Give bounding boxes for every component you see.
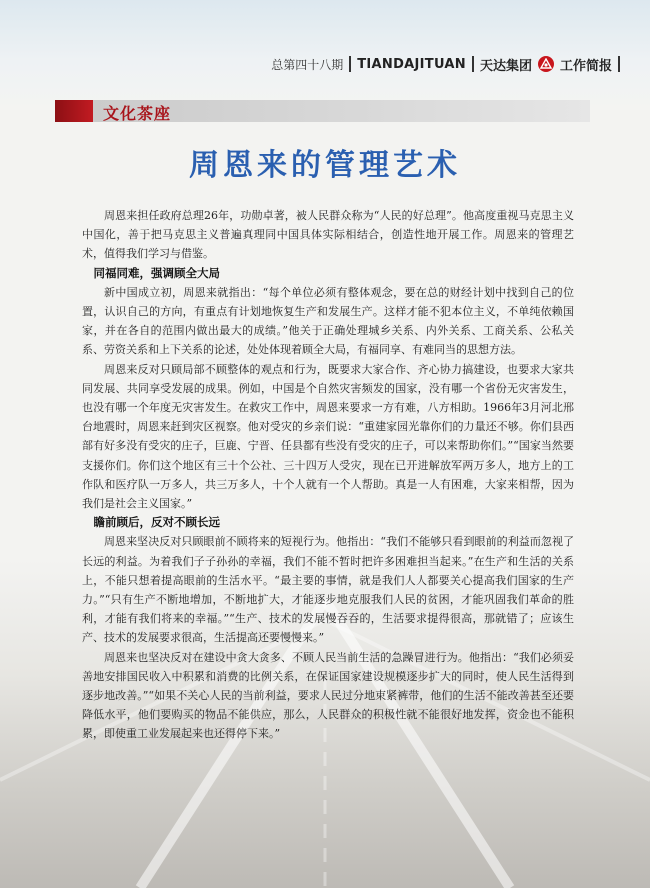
body-paragraph: 周恩来坚决反对只顾眼前不顾将来的短视行为。他指出：“我们不能够只看到眼前的利益而忽视了长远的利益。为着我们子子孙孙的幸福，我们不能不暂时把许多困难担当起来。”在生产和生活的关系上，不能只想着提高眼前的生活水平。“最主要的事情，就是我们人人都要关心提高我们国家的生产力。”“只有生产不断地增加，不断地扩大，才能逐步地克服我们人民的贫困，才能巩固我们革命的胜利，才能有我们将来的幸福。”“生产、技术的发展慢吞吞的，生活要求提得很高，那就错了；应该生产、技术的发展要求很高，生活提高还要慢慢来。” bbox=[82, 535, 574, 645]
section-heading: 同福同难，强调顾全大局 bbox=[93, 265, 220, 280]
article-body bbox=[82, 206, 574, 744]
brand-english: TIANDAJITUAN bbox=[357, 56, 466, 72]
page-header bbox=[271, 54, 620, 74]
header-divider bbox=[618, 56, 620, 72]
section-heading: 瞻前顾后，反对不顾长远 bbox=[93, 515, 220, 530]
article-title: 周恩来的管理艺术 bbox=[189, 148, 461, 183]
intro-paragraph: 周恩来担任政府总理26年，功勋卓著，被人民群众称为“人民的好总理”。他高度重视马克思主义中国化，善于把马克思主义普遍真理同中国具体实际相结合，创造性地开展工作。周恩来的管理艺术，值得我们学习与借鉴。 bbox=[82, 209, 574, 261]
header-divider bbox=[349, 56, 351, 72]
section-accent bbox=[55, 100, 93, 122]
bulletin-name: 工作简报 bbox=[559, 58, 612, 74]
brand-chinese: 天达集团 bbox=[479, 58, 532, 74]
body-paragraph: 新中国成立初，周恩来就指出：“每个单位必须有整体观念，要在总的财经计划中找到自己的位置，认识自己的方向，有重点有计划地恢复生产和发展生产。这样才能不犯本位主义，不单纯依赖国家，并在各自的范围内做出最大的成绩。”他关于正确处理城乡关系、内外关系、工商关系、公私关系、劳资关系和上下关系的论述，处处体现着顾全大局，有福同享、有难同当的思想方法。 bbox=[82, 285, 574, 357]
body-paragraph: 周恩来反对只顾局部不顾整体的观点和行为，既要求大家合作、齐心协力搞建设，也要求大家共同发展、共同享受发展的成果。例如，中国是个自然灾害频发的国家，没有哪一个省份无灾害发生，也没有哪一个年度无灾害发生。在救灾工作中，周恩来要求一方有难，八方相助。1966年3月河北邢台地震时，周恩来赶到灾区视察。他对受灾的乡亲们说：“重建家园光靠你们的力量还不够。你们县西部有好多没有受灾的庄子，巨鹿、宁晋、任县都有些没有受灾的庄子，可以来帮助你们。”“国家当然要支援你们。你们这个地区有三十个公社、三十四万人受灾，现在已开进解放军两万多人，地方上的工作队和医疗队一万多人，共三万多人，十个人就有一个人帮助。真是一人有困难，大家来相帮，因为我们是社会主义国家。” bbox=[82, 362, 574, 511]
company-logo-icon bbox=[538, 56, 554, 72]
section-banner bbox=[55, 100, 590, 122]
header-divider bbox=[472, 56, 474, 72]
section-label: 文化茶座 bbox=[103, 104, 172, 123]
issue-number: 总第四十八期 bbox=[271, 57, 344, 72]
body-paragraph: 周恩来也坚决反对在建设中贪大贪多、不顾人民当前生活的急躁冒进行为。他指出：“我们必须妥善地安排国民收入中积累和消费的比例关系，在保证国家建设规模逐步扩大的同时，使人民生活得到逐步地改善。”“如果不关心人民的当前利益，要求人民过分地束紧裤带，他们的生活不能改善甚至还要降低水平，他们要购买的物品不能供应，那么，人民群众的积极性就不能很好地发挥，资金也不能积累，即使重工业发展起来也还得停下来。” bbox=[82, 650, 574, 741]
